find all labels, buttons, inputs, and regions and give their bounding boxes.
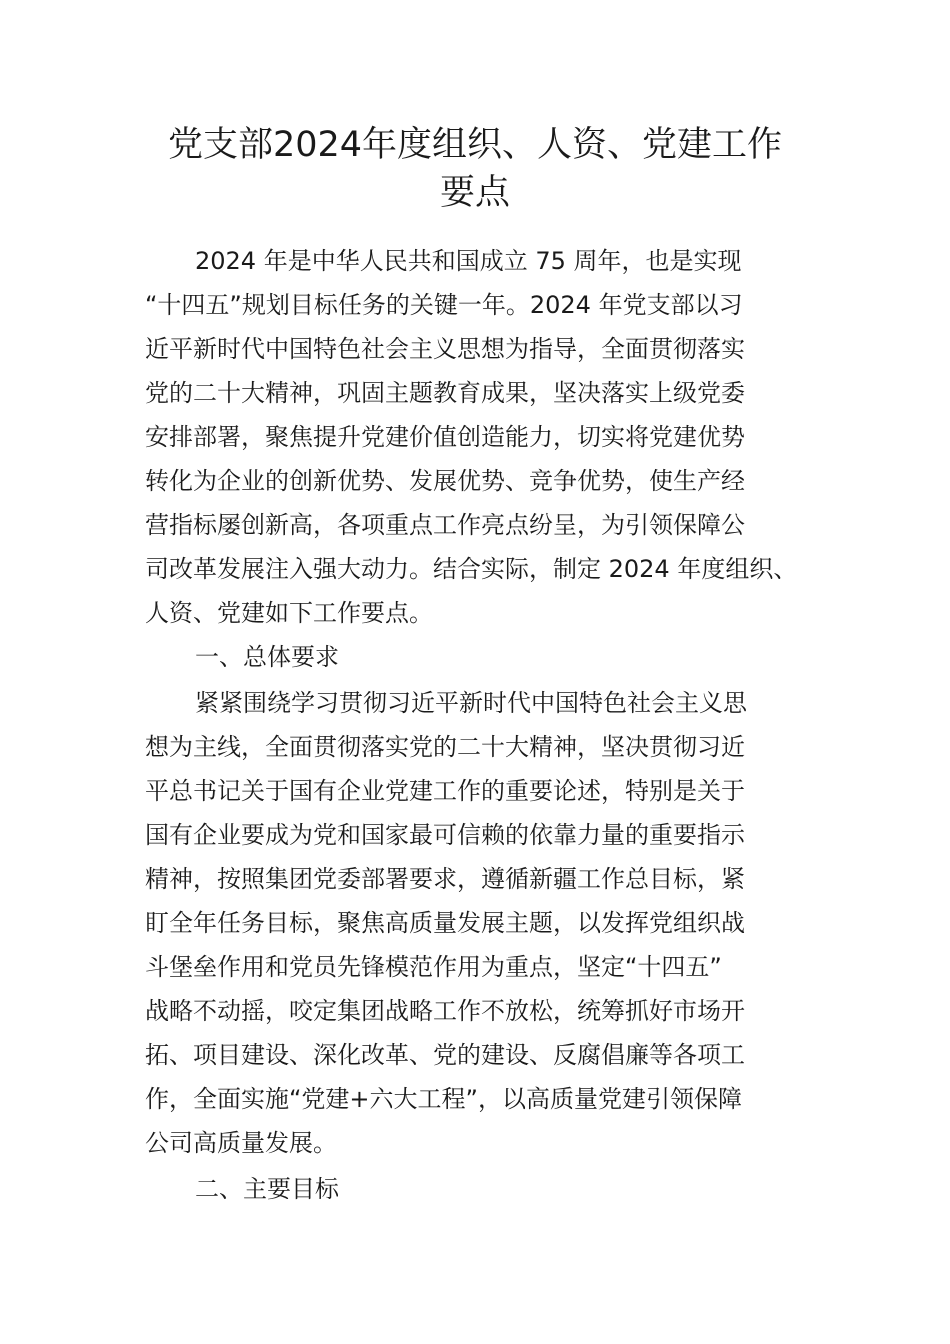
paragraph-line: 2024 年是中华人民共和国成立 75 周年，也是实现 [195,247,742,275]
paragraph-line: 想为主线，全面贯彻落实党的二十大精神，坚决贯彻习近 [145,733,745,761]
document-title-line-1: 党支部2024年度组织、人资、党建工作 [167,125,783,165]
paragraph-line: 营指标屡创新高，各项重点工作亮点纷呈，为引领保障公 [145,511,745,539]
paragraph-line: 党的二十大精神，巩固主题教育成果，坚决落实上级党委 [145,379,745,407]
paragraph-line: 转化为企业的创新优势、发展优势、竞争优势，使生产经 [145,467,745,495]
paragraph-line: 精神，按照集团党委部署要求，遵循新疆工作总目标，紧 [145,865,745,893]
paragraph-line: “十四五”规划目标任务的关键一年。2024 年党支部以习 [145,291,743,319]
paragraph-line: 盯全年任务目标，聚焦高质量发展主题，以发挥党组织战 [145,909,745,937]
paragraph-line: 安排部署，聚焦提升党建价值创造能力，切实将党建优势 [145,423,745,451]
paragraph-line: 战略不动摇，咬定集团战略工作不放松，统筹抓好市场开 [145,997,745,1025]
paragraph-line: 斗堡垒作用和党员先锋模范作用为重点，坚定“十四五” [145,953,722,981]
paragraph-line: 国有企业要成为党和国家最可信赖的依靠力量的重要指示 [145,821,745,849]
document-title-line-2: 要点 [439,173,510,213]
paragraph-line: 司改革发展注入强大动力。结合实际，制定 2024 年度组织、 [145,555,798,583]
paragraph-line: 平总书记关于国有企业党建工作的重要论述，特别是关于 [145,777,745,805]
paragraph-line: 公司高质量发展。 [145,1129,337,1157]
paragraph-line: 人资、党建如下工作要点。 [145,599,433,627]
section-heading: 一、总体要求 [195,643,339,671]
paragraph-line: 紧紧围绕学习贯彻习近平新时代中国特色社会主义思 [195,689,747,717]
paragraph-line: 拓、项目建设、深化改革、党的建设、反腐倡廉等各项工 [145,1041,745,1069]
section-heading: 二、主要目标 [195,1175,339,1203]
paragraph-line: 近平新时代中国特色社会主义思想为指导，全面贯彻落实 [145,335,745,363]
paragraph-line: 作，全面实施“党建+六大工程”，以高质量党建引领保障 [145,1085,742,1113]
